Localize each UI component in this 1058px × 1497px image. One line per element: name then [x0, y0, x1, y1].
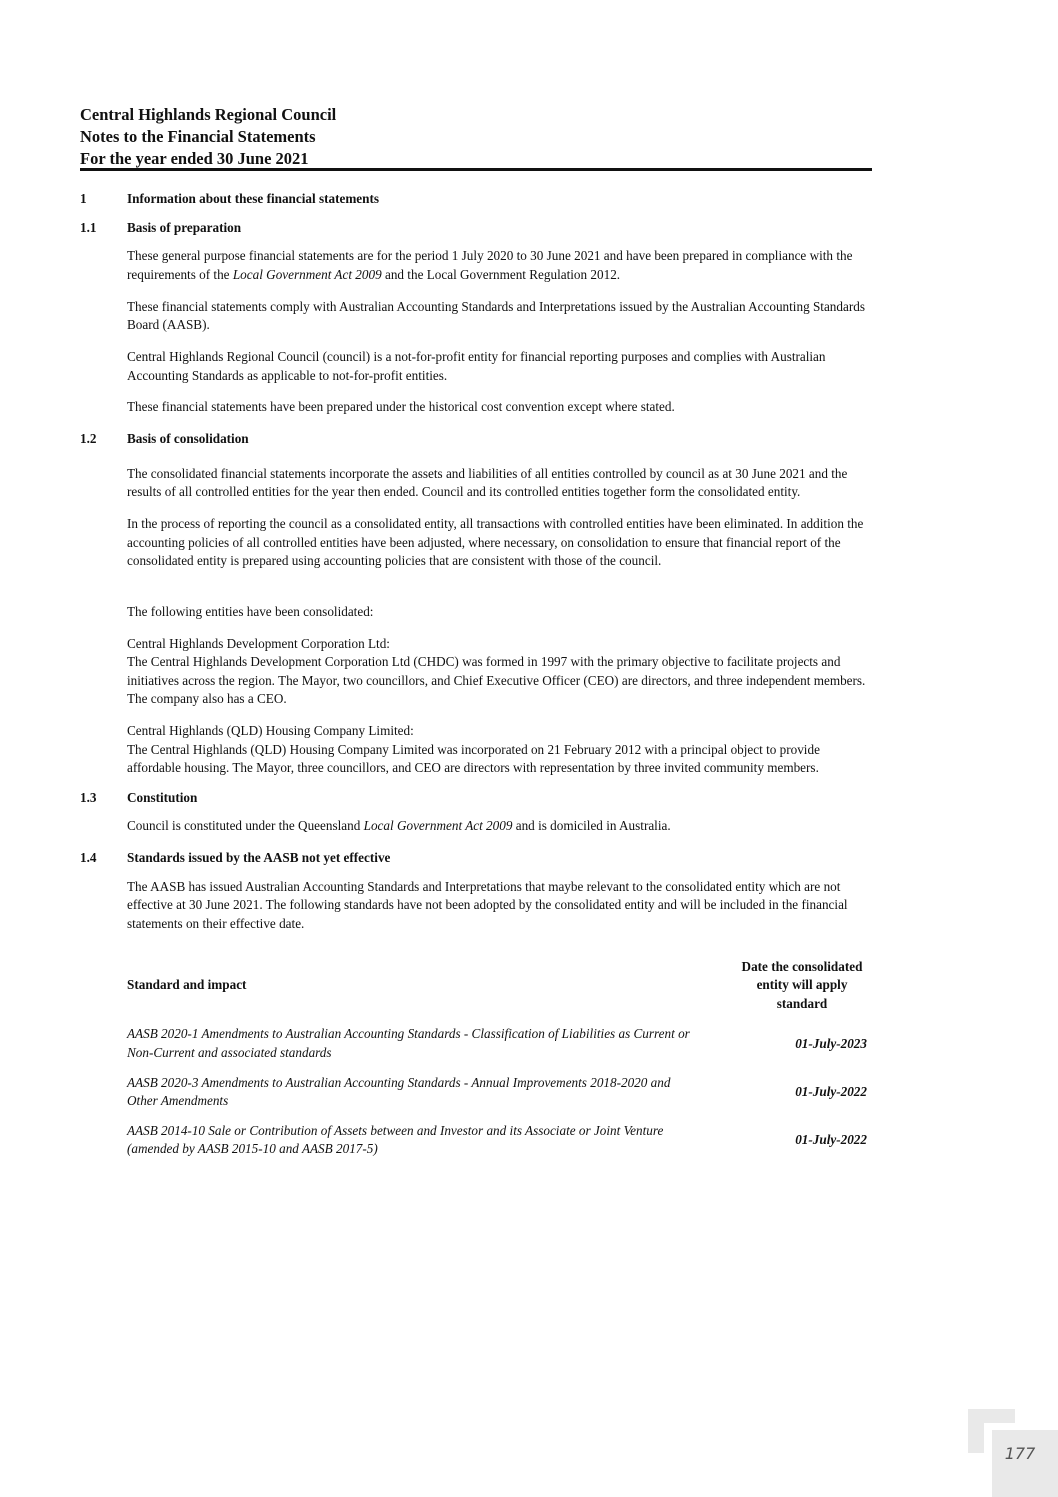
- standard-cell: AASB 2014-10 Sale or Contribution of Assets between and Investor and its Associate or Joint Venture (amended by AASB 2015-10 and AASB 2017-5): [127, 1122, 664, 1157]
- header-line: entity will apply: [756, 977, 848, 993]
- section-number: 1.2: [80, 431, 97, 447]
- date-cell: 01-July-2022: [795, 1083, 867, 1099]
- document-header: [80, 104, 872, 170]
- header-line: Date the consolidated: [741, 958, 863, 974]
- standard-cell: AASB 2020-3 Amendments to Australian Accounting Standards - Annual Improvements 2018-2020 and Other Amendments: [127, 1074, 671, 1109]
- section-1-1-heading: [80, 219, 872, 238]
- section-title: Basis of preparation: [127, 219, 242, 235]
- standard-cell: AASB 2020-1 Amendments to Australian Accounting Standards - Classification of Liabilities as Current or Non-Current and associated standards: [127, 1026, 690, 1060]
- section-title: Information about these financial statements: [127, 191, 380, 206]
- paragraph: Central Highlands Regional Council (council) is a not-for-profit entity for financial reporting purposes and complies with Australian Accounting Standards as applicable to not-for-profit entities.: [127, 348, 826, 383]
- header-divider: [80, 168, 872, 171]
- council-name: Central Highlands Regional Council: [80, 105, 337, 124]
- page-corner-decoration: [968, 1409, 984, 1453]
- column-header-standard: Standard and impact: [127, 977, 247, 993]
- section-number: 1.1: [80, 219, 97, 235]
- standards-table: [127, 958, 872, 1159]
- section-title: Constitution: [127, 789, 198, 805]
- paragraph: The AASB has issued Australian Accounting Standards and Interpretations that maybe relevant to the consolidated entity which are not effective at 30 June 2021. The following standards have not been adopted by the consolidated entity and will be included in the financial statements on their effective date.: [127, 878, 848, 931]
- text: and is domiciled in Australia.: [512, 818, 671, 834]
- table-row: [127, 1074, 872, 1111]
- date-cell: 01-July-2023: [795, 1035, 867, 1051]
- text: Council is constituted under the Queensland: [127, 818, 364, 834]
- act-name: Local Government Act 2009: [363, 818, 513, 834]
- entity-body: The Central Highlands (QLD) Housing Company Limited was incorporated on 21 February 2012 with a principal object to provide affordable housing. The Mayor, three councillors, and CEO are directors with representation by three invited community members.: [127, 741, 820, 776]
- section-number: 1.3: [80, 789, 97, 805]
- table-row: [127, 1025, 872, 1062]
- section-title: Basis of consolidation: [127, 431, 249, 447]
- table-header-row: [127, 958, 872, 1014]
- text: These general purpose financial statements are for the period 1 July 2020 to 30 June 2021 and have been prepared in compliance with the requirements of the: [127, 248, 853, 282]
- paragraph: These financial statements have been prepared under the historical cost convention except where stated.: [127, 399, 675, 415]
- paragraph: In the process of reporting the council as a consolidated entity, all transactions with controlled entities have been eliminated. In addition the accounting policies of all controlled entities have been adjusted, where necessary, on consolidation to ensure that financial report of the consolidated entity is prepared using accounting policies that are consistent with those of the council.: [127, 516, 864, 569]
- paragraph: [127, 247, 872, 284]
- entity-title: Central Highlands Development Corporation Ltd:: [127, 635, 390, 651]
- section-number: 1: [80, 191, 87, 206]
- entity-body: The Central Highlands Development Corporation Ltd (CHDC) was formed in 1997 with the primary objective to facilitate projects and initiatives across the region. The Mayor, two councillors, and Chief Executive Officer (CEO) are directors, and three independent members. The company also has a CEO.: [127, 654, 866, 707]
- paragraph: These financial statements comply with Australian Accounting Standards and Interpretations issued by the Australian Accounting Standards Board (AASB).: [127, 298, 865, 333]
- date-cell: 01-July-2022: [795, 1131, 867, 1147]
- section-1-4-heading: [80, 849, 872, 868]
- header-line: standard: [776, 995, 828, 1011]
- paragraph: The consolidated financial statements incorporate the assets and liabilities of all entities controlled by council as at 30 June 2021 and the results of all controlled entities for the year then ended. Council and its controlled entities together form the consolidated entity.: [127, 465, 848, 500]
- entity-description: [127, 722, 872, 778]
- table-row: [127, 1122, 872, 1159]
- entity-description: [127, 635, 872, 709]
- document-title: Notes to the Financial Statements: [80, 127, 316, 146]
- section-number: 1.4: [80, 850, 97, 866]
- act-name: Local Government Act 2009: [232, 266, 382, 282]
- entity-title: Central Highlands (QLD) Housing Company Limited:: [127, 723, 414, 738]
- section-1-heading: [80, 190, 872, 209]
- period-line: For the year ended 30 June 2021: [80, 149, 309, 168]
- paragraph: [127, 817, 872, 836]
- section-title: Standards issued by the AASB not yet effective: [127, 850, 391, 866]
- text: and the Local Government Regulation 2012.: [381, 266, 621, 282]
- paragraph: The following entities have been consolidated:: [127, 603, 374, 619]
- column-header-date: [732, 958, 872, 1014]
- notes-body: [80, 190, 872, 1159]
- section-1-2-heading: [80, 430, 872, 449]
- page-number: 177: [1004, 1444, 1036, 1463]
- section-1-3-heading: [80, 789, 872, 808]
